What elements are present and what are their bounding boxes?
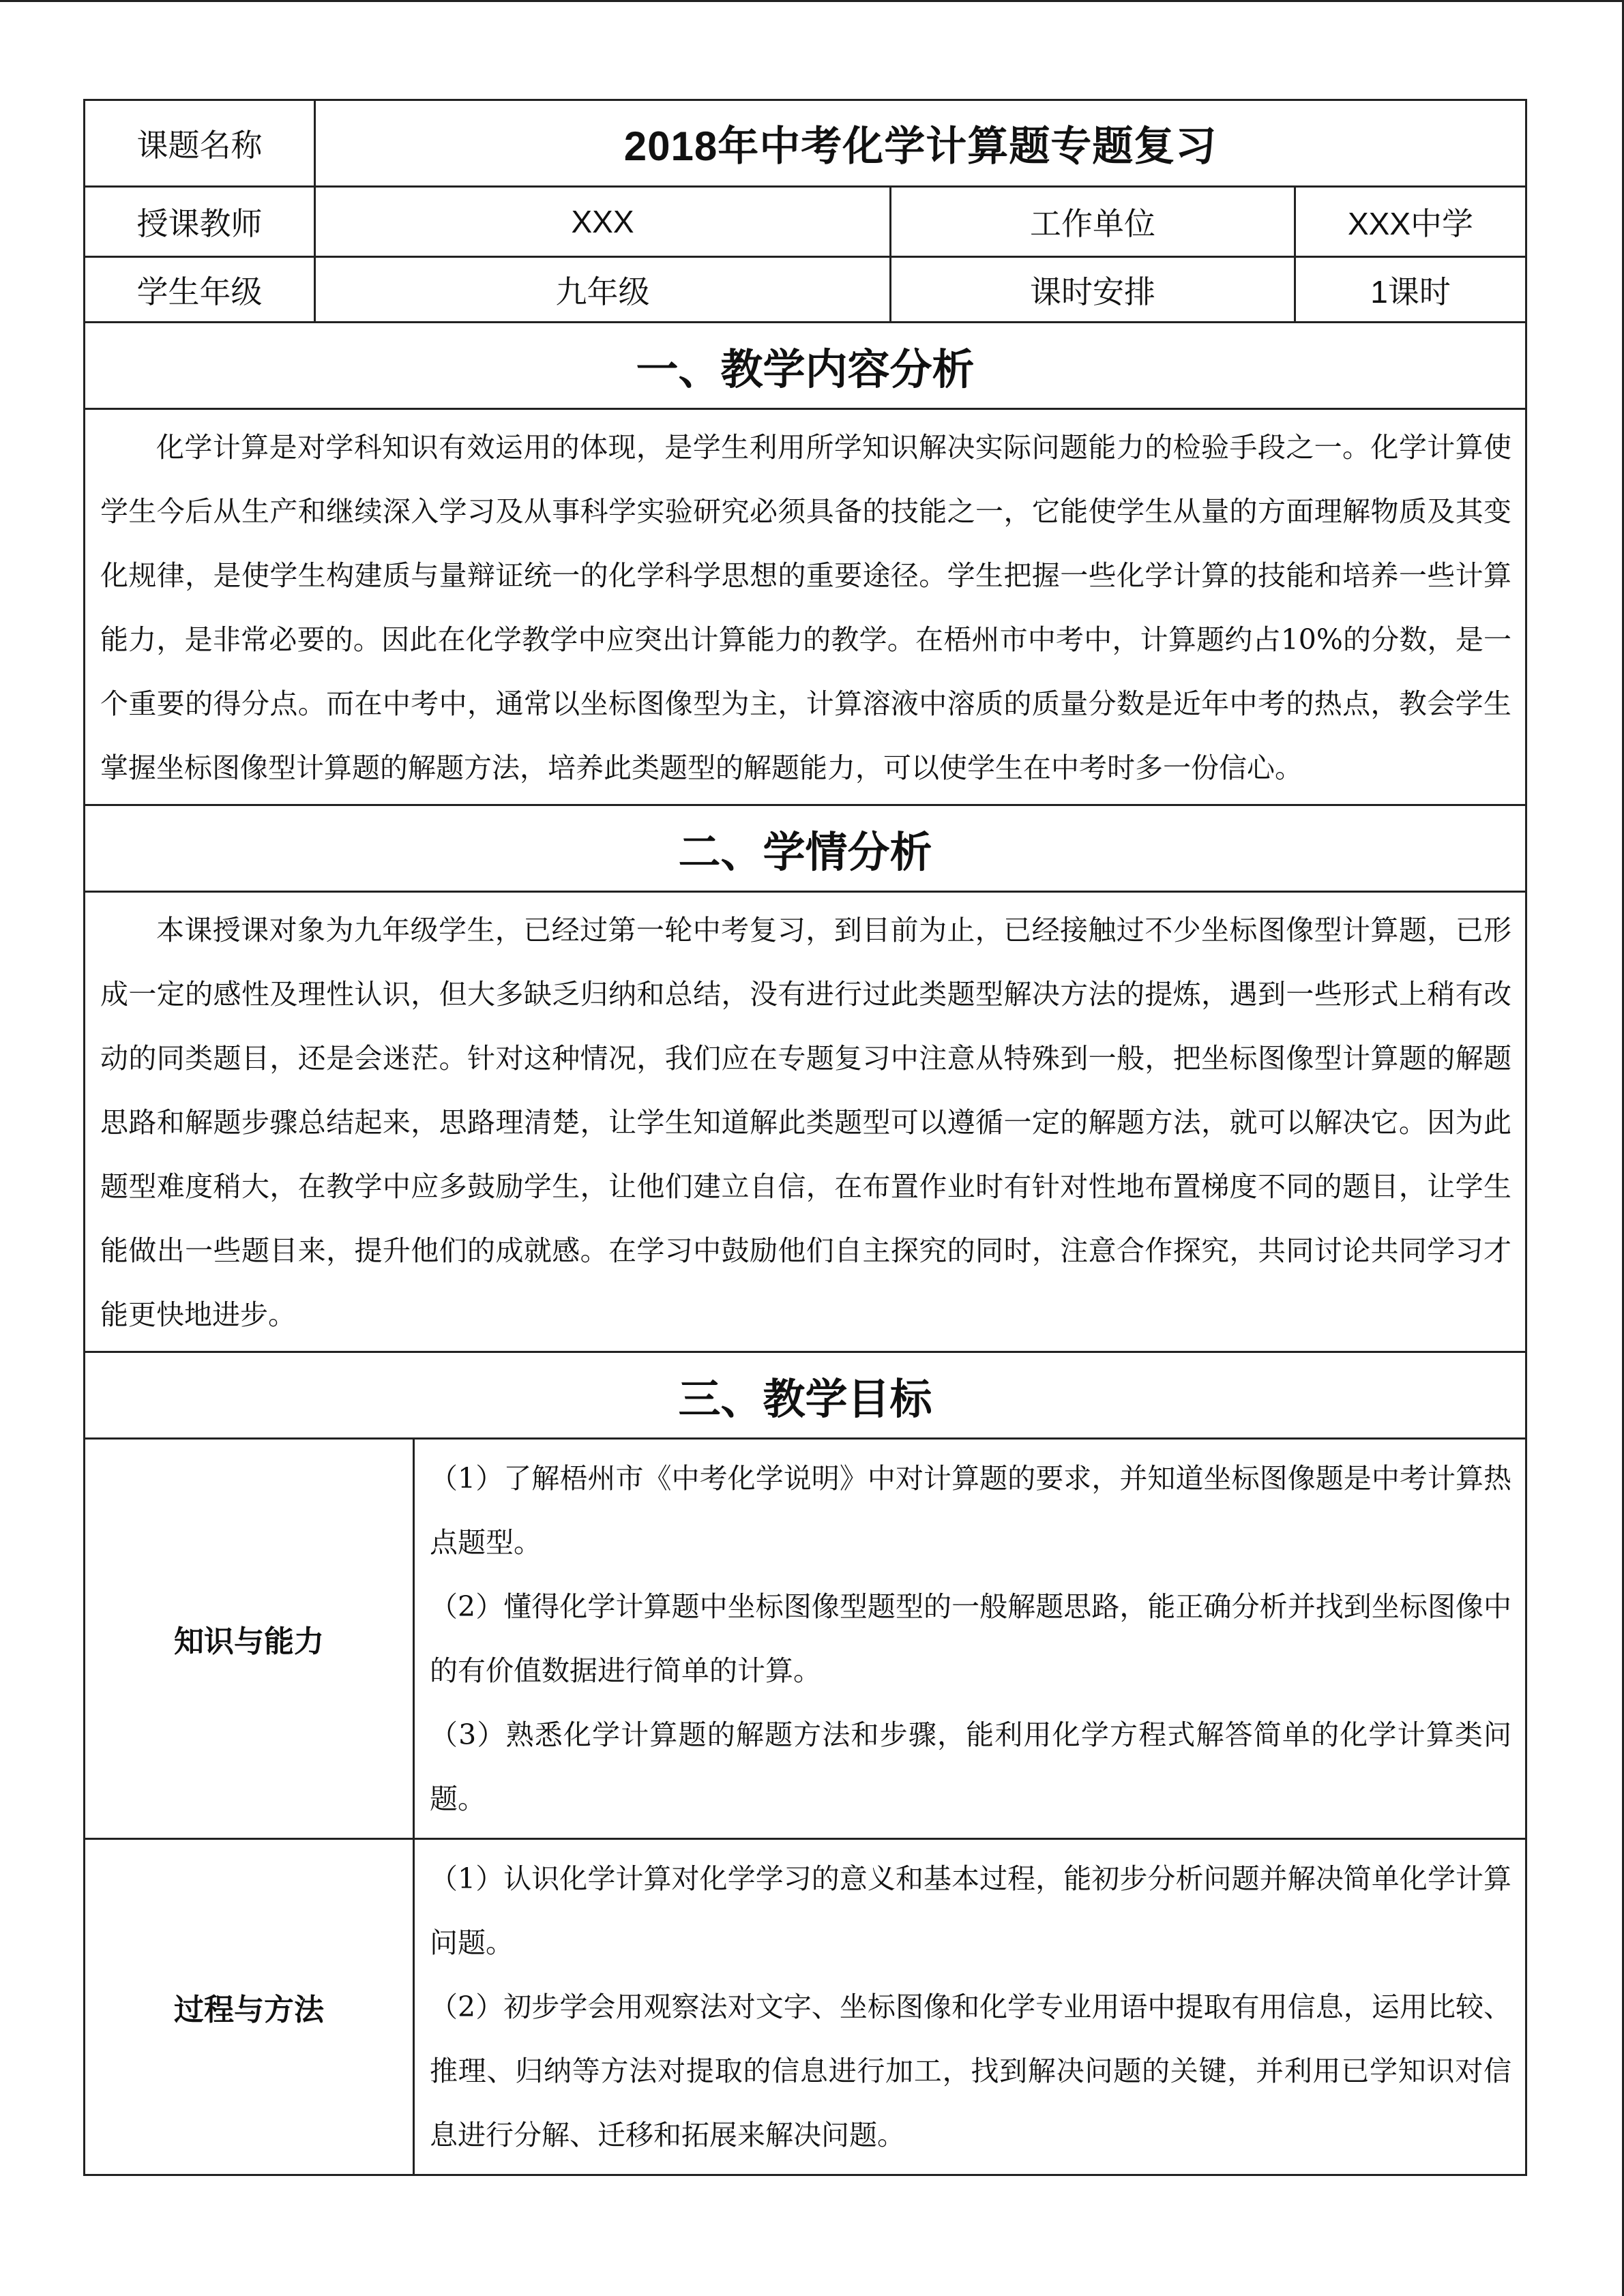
objectives-heading-row bbox=[85, 1352, 1526, 1439]
content-analysis-heading-row bbox=[85, 323, 1526, 409]
topic-label: 课题名称 bbox=[85, 100, 315, 187]
teacher-label: 授课教师 bbox=[85, 187, 315, 257]
grade-row bbox=[85, 257, 1526, 323]
content-analysis-body-row bbox=[85, 409, 1526, 805]
grade-value: 九年级 bbox=[315, 257, 891, 323]
content-analysis-heading: 一、教学内容分析 bbox=[85, 323, 1526, 409]
topic-row bbox=[85, 100, 1526, 187]
topic-title: 2018年中考化学计算题专题复习 bbox=[315, 100, 1526, 187]
unit-value: XXX中学 bbox=[1295, 187, 1526, 257]
knowledge-goal-item: （3）熟悉化学计算题的解题方法和步骤，能利用化学方程式解答简单的化学计算类问题。 bbox=[430, 1718, 1512, 1815]
teacher-row bbox=[85, 187, 1526, 257]
process-goal-item: （2）初步学会用观察法对文字、坐标图像和化学专业用语中提取有用信息，运用比较、推理、归纳等方法对提取的信息进行加工，找到解决问题的关键，并利用已学知识对信息进行分解、迁移和拓展来解决问题。 bbox=[430, 1991, 1512, 2151]
knowledge-goal-item: （1）了解梧州市《中考化学说明》中对计算题的要求，并知道坐标图像题是中考计算热点题型。 bbox=[430, 1462, 1512, 1559]
page-edge-top bbox=[0, 0, 1624, 2]
knowledge-ability-goals bbox=[414, 1439, 1526, 1839]
student-analysis-heading: 二、学情分析 bbox=[85, 805, 1526, 892]
grade-label: 学生年级 bbox=[85, 257, 315, 323]
student-analysis-body-row bbox=[85, 892, 1526, 1352]
content-analysis-text: 化学计算是对学科知识有效运用的体现，是学生利用所学知识解决实际问题能力的检验手段之一。化学计算使学生今后从生产和继续深入学习及从事科学实验研究必须具备的技能之一，它能使学生从量的方面理解物质及其变化规律，是使学生构建质与量辩证统一的化学科学思想的重要途径。学生把握一些化学计算的技能和培养一些计算能力，是非常必要的。因此在化学教学中应突出计算能力的教学。在梧州市中考中，计算题约占10%的分数，是一个重要的得分点。而在中考中，通常以坐标图像型为主，计算溶液中溶质的质量分数是近年中考的热点，教会学生掌握坐标图像型计算题的解题方法，培养此类题型的解题能力，可以使学生在中考时多一份信心。 bbox=[85, 409, 1526, 805]
knowledge-ability-row bbox=[85, 1439, 1526, 1839]
student-analysis-text: 本课授课对象为九年级学生，已经过第一轮中考复习，到目前为止，已经接触过不少坐标图像型计算题，已形成一定的感性及理性认识，但大多缺乏归纳和总结，没有进行过此类题型解决方法的提炼，遇到一些形式上稍有改动的同类题目，还是会迷茫。针对这种情况，我们应在专题复习中注意从特殊到一般，把坐标图像型计算题的解题思路和解题步骤总结起来，思路理清楚，让学生知道解此类题型可以遵循一定的解题方法，就可以解决它。因为此题型难度稍大，在教学中应多鼓励学生，让他们建立自信，在布置作业时有针对性地布置梯度不同的题目，让学生能做出一些题目来，提升他们的成就感。在学习中鼓励他们自主探究的同时，注意合作探究，共同讨论共同学习才能更快地进步。 bbox=[85, 892, 1526, 1352]
process-method-goals bbox=[414, 1839, 1526, 2175]
student-analysis-heading-row bbox=[85, 805, 1526, 892]
process-method-row bbox=[85, 1839, 1526, 2175]
hours-label: 课时安排 bbox=[891, 257, 1295, 323]
knowledge-ability-label: 知识与能力 bbox=[85, 1439, 414, 1839]
hours-value: 1课时 bbox=[1295, 257, 1526, 323]
lesson-plan-table bbox=[83, 99, 1527, 2176]
process-goal-item: （1）认识化学计算对化学学习的意义和基本过程，能初步分析问题并解决简单化学计算问题。 bbox=[430, 1862, 1512, 1959]
teacher-value: XXX bbox=[315, 187, 891, 257]
unit-label: 工作单位 bbox=[891, 187, 1295, 257]
process-method-label: 过程与方法 bbox=[85, 1839, 414, 2175]
knowledge-goal-item: （2）懂得化学计算题中坐标图像型题型的一般解题思路，能正确分析并找到坐标图像中的有价值数据进行简单的计算。 bbox=[430, 1590, 1512, 1687]
objectives-heading: 三、教学目标 bbox=[85, 1352, 1526, 1439]
